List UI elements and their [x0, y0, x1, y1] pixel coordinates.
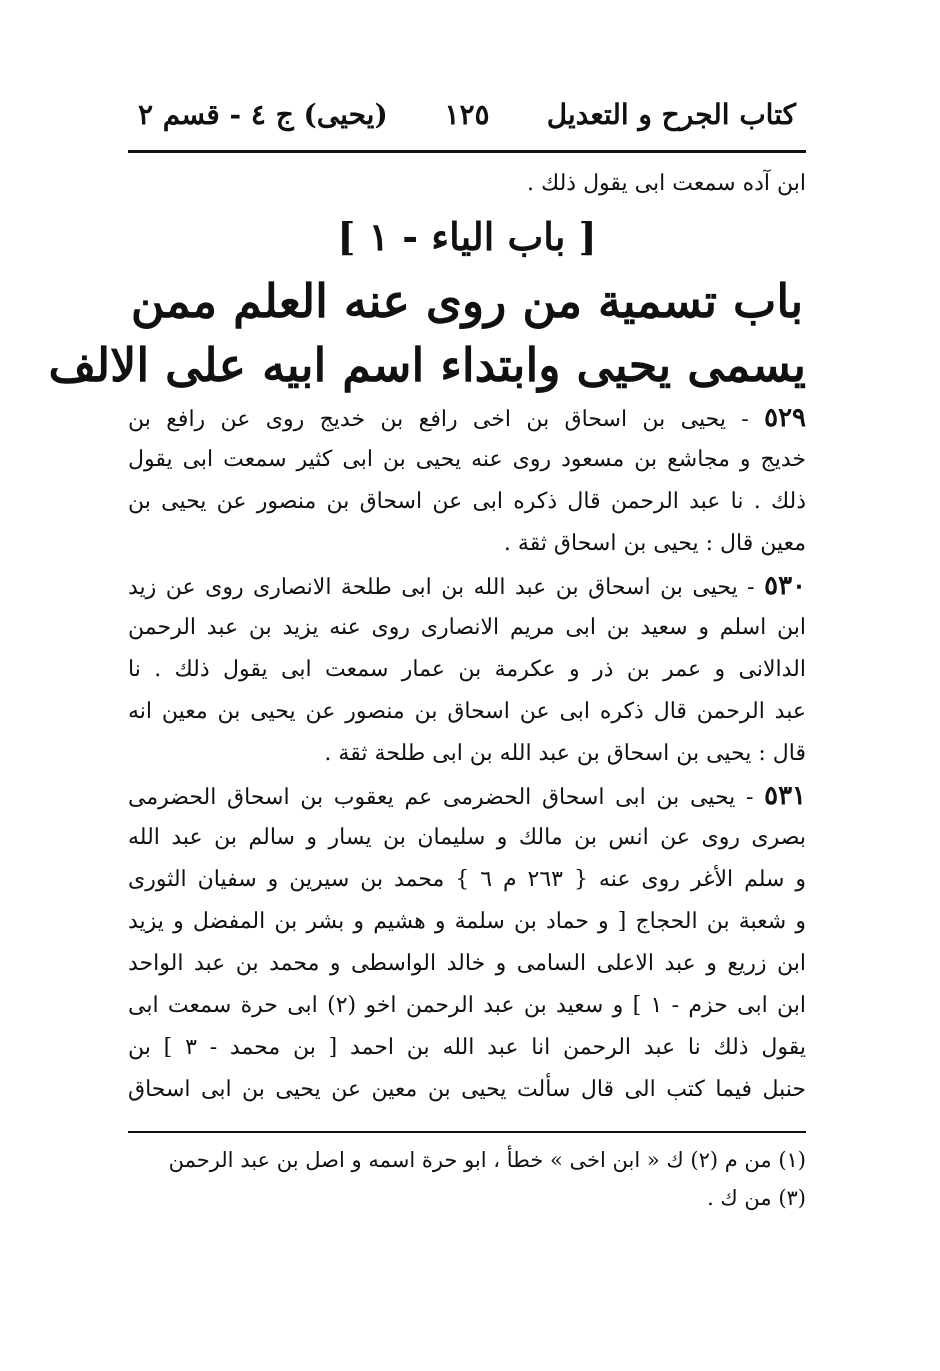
entry-line: ٥٢٩ - يحيى بن اسحاق بن اخى رافع بن خديج روى عن رافع بن: [128, 403, 806, 433]
entry-530: [128, 565, 806, 775]
entry-line: الدالانى و عمر بن ذر و عكرمة بن عمار سمعت ابى يقول ذلك . نا: [128, 657, 806, 682]
entry-line: معين قال : يحيى بن اسحاق ثقة .: [503, 531, 806, 556]
entry-line: حنبل فيما كتب الى قال سألت يحيى بن معين عن يحيى بن ابى اسحاق: [128, 1077, 806, 1102]
entry-line: عبد الرحمن قال ذكره ابى عن اسحاق بن منصور عن يحيى بن معين انه: [128, 699, 806, 724]
entry-line: يقول ذلك نا عبد الرحمن انا عبد الله بن احمد [ بن محمد - ٣ ] بن: [128, 1035, 806, 1060]
entry-number: ٥٣٠: [764, 571, 806, 601]
entry-line: و شعبة بن الحجاج [ و حماد بن سلمة و هشيم و بشر بن المفضل و يزيد: [128, 909, 806, 934]
intro-line: ابن آده سمعت ابى يقول ذلك .: [527, 171, 806, 196]
entry-line: ذلك . نا عبد الرحمن قال ذكره ابى عن اسحاق بن منصور عن يحيى بن: [128, 489, 806, 514]
entry-number: ٥٢٩: [764, 403, 806, 433]
section-title: [ باب الياء - ١ ]: [337, 214, 597, 259]
entry-line: قال : يحيى بن اسحاق بن عبد الله بن ابى طلحة ثقة .: [324, 741, 806, 766]
footnote-divider: [128, 1131, 806, 1133]
entry-line: ابن اسلم و سعيد بن ابى مريم الانصارى روى عنه يزيد بن عبد الرحمن: [128, 615, 806, 640]
footnote: (١) من م (٢) ك « ابن اخى » خطأ ، ابو حرة اسمه و اصل بن عبد الرحمن: [168, 1148, 806, 1172]
entry-line: و سلم الأغر روى عنه { ٢٦٣ م ٦ } محمد بن سيرين و سفيان الثورى: [128, 867, 806, 892]
chapter-title-line-2: يسمى يحيى وابتداء اسم ابيه على الالف: [48, 338, 806, 392]
page-header: [128, 90, 806, 153]
volume-info: (يحيى) ج ٤ - قسم ٢: [138, 98, 388, 131]
entry-line: خديج و مجاشع بن مسعود روى عنه يحيى بن ابى كثير سمعت ابى يقول: [128, 447, 806, 472]
book-title: كتاب الجرح و التعديل: [546, 98, 796, 131]
entry-529: [128, 397, 806, 565]
document-page: [48, 90, 806, 1310]
footnote: (٣) من ك .: [707, 1186, 806, 1210]
entry-number: ٥٣١: [764, 781, 806, 811]
page-number: ١٢٥: [444, 98, 490, 131]
entry-line: ابن زريع و عبد الاعلى السامى و خالد الواسطى و محمد بن عبد الواحد: [128, 951, 806, 976]
entry-line: ٥٣٠ - يحيى بن اسحاق بن عبد الله بن ابى طلحة الانصارى روى عن زيد: [128, 571, 806, 601]
entry-531: [128, 775, 806, 1111]
entry-line: ٥٣١ - يحيى بن ابى اسحاق الحضرمى عم يعقوب بن اسحاق الحضرمى: [128, 781, 806, 811]
entry-line: بصرى روى عن انس بن مالك و سليمان بن يسار و سالم بن عبد الله: [128, 825, 806, 850]
chapter-title-line-1: باب تسمية من روى عنه العلم ممن: [130, 274, 804, 328]
entry-line: ابن ابى حزم - ١ ] و سعيد بن عبد الرحمن اخو (٢) ابى حرة سمعت ابى: [128, 993, 806, 1018]
